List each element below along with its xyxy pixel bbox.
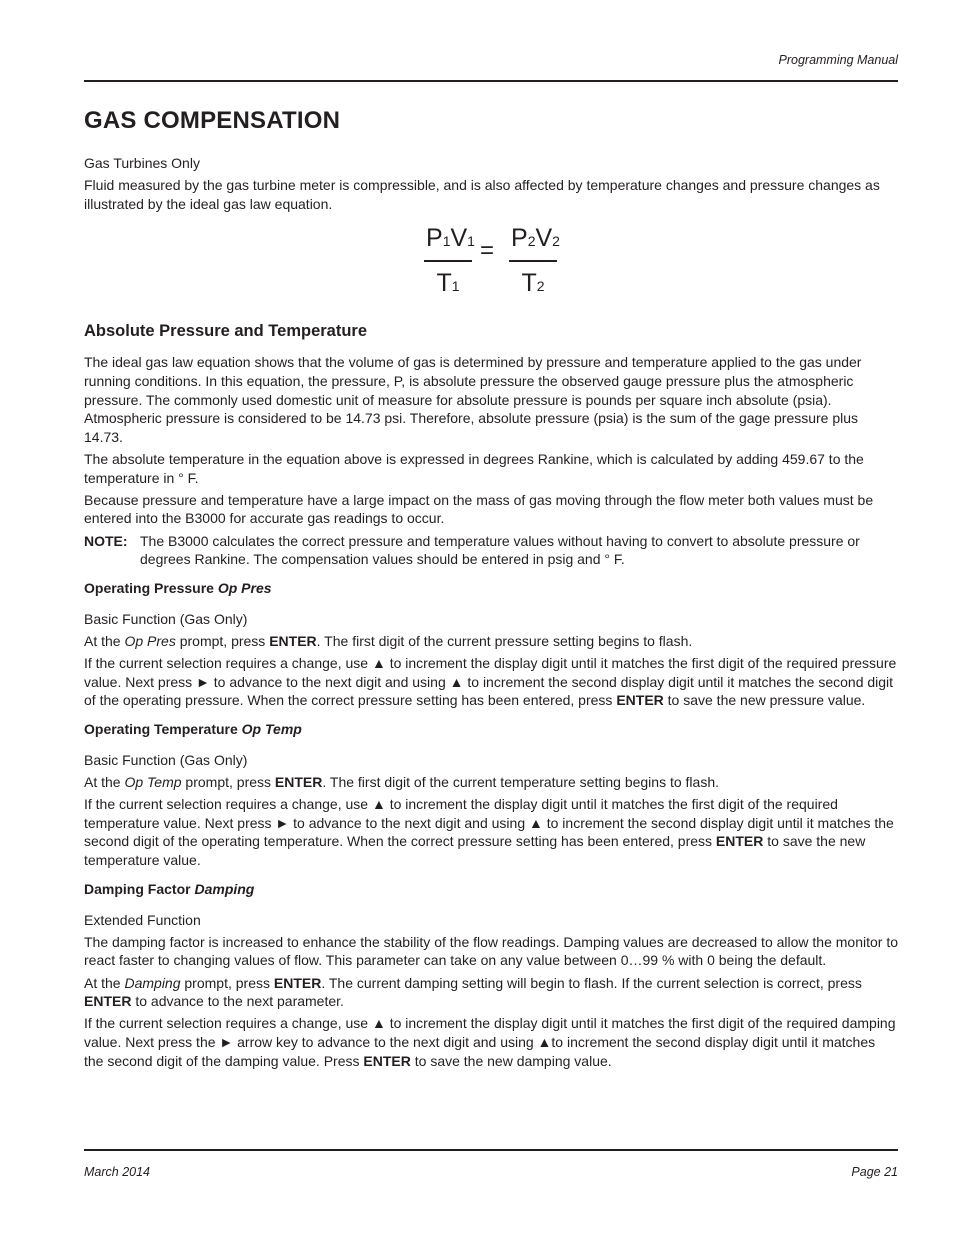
damping-paragraph-3: If the current selection requires a change, use ▲ to increment the display digit until it matches the first digit of the required damping value. Next press the ► arrow key to advance to the next digit and using ▲to increment the second display digit until it matches the second digit of the damping value. Press ENTER to save the new damping value. xyxy=(84,1015,896,1069)
footer-date: March 2014 xyxy=(84,1165,151,1179)
equals-sign: = xyxy=(480,237,495,265)
right-denominator: T2 xyxy=(521,268,545,297)
ideal-gas-law-formula xyxy=(84,223,898,301)
absolute-paragraph-1: The ideal gas law equation shows that the volume of gas is determined by pressure and temperature applied to the gas under running conditions. In this equation, the pressure, P, is absolute pressure the observed gauge pressure plus the atmospheric pressure. The commonly used domestic unit of measure for absolute pressure is pounds per square inch absolute (psia). Atmospheric pressure is considered to be 14.73 psi. Therefore, absolute pressure (psia) is the sum of the gage pressure plus 14.73. xyxy=(84,354,862,445)
footer-rule xyxy=(84,1149,898,1151)
left-fraction xyxy=(424,223,475,301)
page-content xyxy=(84,104,898,1074)
damping-paragraph-2: At the Damping prompt, press ENTER. The current damping setting will begin to flash. If the current selection is correct, press ENTER to advance to the next parameter. xyxy=(84,974,862,1010)
right-fraction-bar xyxy=(509,260,557,262)
damping-heading: Damping Factor Damping xyxy=(84,880,255,897)
op-pres-paragraph-2: If the current selection requires a change, use ▲ to increment the display digit until it matches the first digit of the required pressure value. Next press ► to advance to the next digit and using ▲ to increment the second display digit until it matches the second digit of the operating pressure. When the correct pressure setting has been entered, press ENTER to save the new pressure value. xyxy=(84,655,897,709)
note-text: The B3000 calculates the correct pressure and temperature values without having to convert to absolute pressure or degrees Rankine. The compensation values should be entered in psig and ° F. xyxy=(140,532,860,568)
damping-function: Extended Function xyxy=(84,911,201,928)
op-temp-paragraph-1: At the Op Temp prompt, press ENTER. The first digit of the current temperature setting begins to flash. xyxy=(84,774,719,791)
op-pres-paragraph-1: At the Op Pres prompt, press ENTER. The first digit of the current pressure setting begins to flash. xyxy=(84,632,693,649)
note-label: NOTE: xyxy=(84,532,128,549)
footer-page-number: Page 21 xyxy=(851,1165,898,1179)
left-numerator: P1V1 xyxy=(426,224,475,253)
op-temp-function: Basic Function (Gas Only) xyxy=(84,751,248,768)
intro-paragraph: Fluid measured by the gas turbine meter is compressible, and is also affected by temperature changes and pressure changes as illustrated by the ideal gas law equation. xyxy=(84,177,880,212)
absolute-paragraph-2: The absolute temperature in the equation above is expressed in degrees Rankine, which is calculated by adding 459.67 to the temperature in ° F. xyxy=(84,450,864,486)
op-pres-heading: Operating Pressure Op Pres xyxy=(84,579,272,596)
running-header: Programming Manual xyxy=(778,53,898,67)
section-title: GAS COMPENSATION xyxy=(84,107,341,134)
left-fraction-bar xyxy=(424,260,472,262)
right-numerator: P2V2 xyxy=(511,224,560,253)
op-pres-function: Basic Function (Gas Only) xyxy=(84,610,248,627)
op-temp-paragraph-2: If the current selection requires a change, use ▲ to increment the display digit until it matches the first digit of the required temperature value. Next press ► to advance to the next digit and using ▲ to increment the second display digit until it matches the second digit of the operating temperature. When the correct pressure setting has been entered, press ENTER to save the new temperature value. xyxy=(84,796,894,868)
section-subtitle: Gas Turbines Only xyxy=(84,155,200,171)
op-temp-heading: Operating Temperature Op Temp xyxy=(84,720,302,737)
left-denominator: T1 xyxy=(436,268,460,297)
right-fraction xyxy=(509,223,560,301)
damping-paragraph-1: The damping factor is increased to enhance the stability of the flow readings. Damping values are decreased to allow the monitor to react faster to changing values of flow. This parameter can take on any value between 0…99 % with 0 being the default. xyxy=(84,933,899,969)
absolute-paragraph-3: Because pressure and temperature have a large impact on the mass of gas moving through the flow meter both values must be entered into the B3000 for accurate gas readings to occur. xyxy=(84,491,874,527)
absolute-heading: Absolute Pressure and Temperature xyxy=(84,322,368,341)
note-block xyxy=(84,532,898,569)
header-rule xyxy=(84,80,898,82)
